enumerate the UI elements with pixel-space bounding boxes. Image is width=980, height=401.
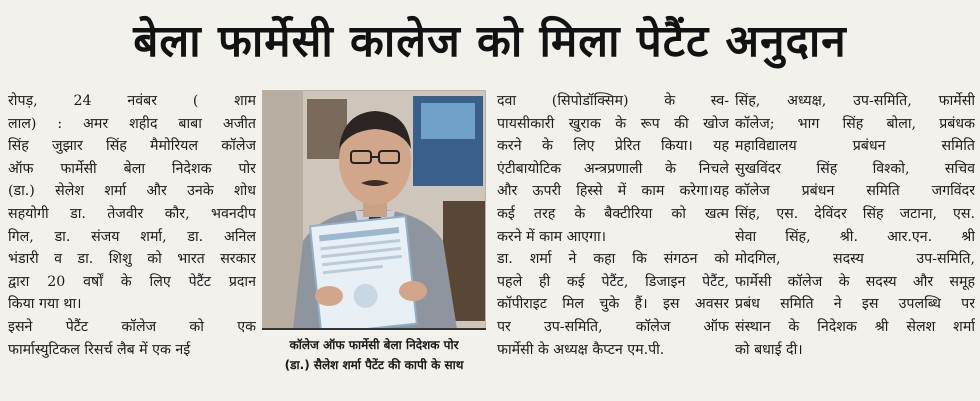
article-line: ऑफ फार्मेसी बेला निदेशक पोर xyxy=(8,160,256,177)
article-line: को बधाई दी। xyxy=(735,341,803,358)
article-line: द्वारा 20 वर्षों के लिए पेटैंट प्रदान xyxy=(8,273,256,290)
article-line: कई तरह के बैक्टीरिया को खत्म xyxy=(497,205,729,222)
article-line: सिंह, एस. देविंदर सिंह जटाना, एस. xyxy=(735,205,975,222)
article-line: और ऊपरी हिस्से में काम करेगा।यह xyxy=(497,183,729,200)
photo-caption xyxy=(262,328,486,382)
article-line: संस्थान के निदेशक श्री सेलश शर्मा xyxy=(735,318,975,335)
article-line: गिल, डा. संजय शर्मा, डा. अनिल xyxy=(8,228,256,245)
article-column-3 xyxy=(735,90,975,361)
article-line: फार्मेसी कॉलेज के सदस्य और समूह xyxy=(735,273,975,290)
article-line: कॉपीराइट मिल चुके हैं। इस अवसर xyxy=(497,296,729,313)
headline: बेला फार्मेसी कालेज को मिला पेटैंट अनुदान xyxy=(133,16,847,67)
article-line: पर उप-समिति, कॉलेज ऑफ xyxy=(497,318,729,335)
article-column-2 xyxy=(497,90,729,361)
article-line: रोपड़, 24 नवंबर ( शाम xyxy=(8,93,256,109)
article-line: कॉलेज प्रबंधन समिति जगविंदर xyxy=(735,183,975,200)
article-line: महाविद्यालय प्रबंधन समिति xyxy=(735,138,975,155)
article-line: करने के लिए प्रेरित किया। यह xyxy=(497,138,729,155)
article-line: मोदगिल, सदस्य उप-समिति, xyxy=(735,251,975,268)
article-line: सहयोगी डा. तेजवीर कौर, भवनदीप xyxy=(8,205,256,222)
article-column-1 xyxy=(8,90,256,361)
article-line: सिंह, अध्यक्ष, उप-समिति, फार्मेसी xyxy=(735,93,975,109)
article-line: पायसीकारी खुराक के रूप की खोज xyxy=(497,115,729,132)
article-line: फार्मेसी के अध्यक्ष कैप्टन एम.पी. xyxy=(497,341,665,358)
article-line: सुखविंदर सिंह विश्को, सचिव xyxy=(735,160,975,177)
article-line: (डा.) सेलेश शर्मा और उनके शोध xyxy=(8,183,256,200)
article-line: भंडारी व डा. शिशु को भारत सरकार xyxy=(8,251,256,268)
article-line: डा. शर्मा ने कहा कि संगठन को xyxy=(497,251,729,268)
article-line: एंटीबायोटिक अन्त्रप्रणाली के निचले xyxy=(497,160,729,177)
article-line: फार्मास्युटिकल रिसर्च लैब में एक नई xyxy=(8,341,191,358)
article-line: इसने पेटैंट कॉलेज को एक xyxy=(8,318,256,335)
article-line: पहले ही कई पेटैंट, डिजाइन पेटैंट, xyxy=(497,273,729,290)
article-line: किया गया था। xyxy=(8,296,82,313)
article-line: कॉलेज; भाग सिंह बोला, प्रबंधक xyxy=(735,115,975,132)
article-line: सेवा सिंह, श्री. आर.एन. श्री xyxy=(735,228,975,245)
article-line: करने में काम आएगा। xyxy=(497,228,607,245)
person-holding-certificate-photo xyxy=(263,91,486,329)
article-line: सिंह जुझार सिंह मैमोरियल कॉलेज xyxy=(8,138,256,155)
caption-line-1: कॉलेज ऑफ फार्मेसी बेला निदेशक पोर xyxy=(289,338,459,352)
article-line: लाल) : अमर शहीद बाबा अजीत xyxy=(8,115,256,132)
article-line: दवा (सिपोडॉक्सिम) के स्व- xyxy=(497,93,729,109)
caption-line-2: (डा.) सैलेश शर्मा पैटेंट की कापी के साथ xyxy=(284,358,464,372)
article-line: प्रबंध समिति ने इस उपलब्धि पर xyxy=(735,296,975,313)
